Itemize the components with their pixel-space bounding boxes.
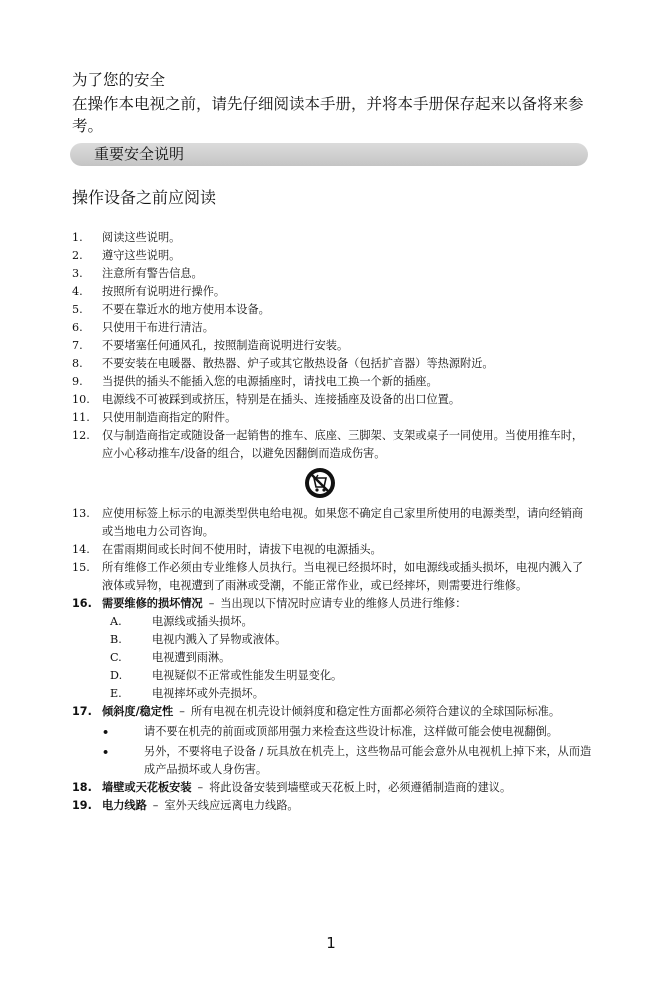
list-item — [72, 337, 594, 355]
sub-item-letter: A. — [110, 615, 122, 628]
item-number: 12. — [72, 429, 90, 442]
sub-item — [72, 667, 594, 685]
sub-item-letter: C. — [110, 651, 122, 664]
list-item — [72, 703, 594, 721]
list-item — [72, 283, 594, 301]
sub-item-text: 电视摔坏或外壳损坏。 — [152, 687, 264, 700]
sub-item — [72, 685, 594, 703]
list-item — [72, 301, 594, 319]
sub-item-text: 电源线或插头损坏。 — [152, 615, 253, 628]
sub-item-text: 电视内溅入了异物或液体。 — [152, 633, 287, 646]
item-text: 注意所有警告信息。 — [102, 267, 203, 280]
item-number: 2. — [72, 249, 83, 262]
item-number: 10. — [72, 393, 90, 406]
bullet-text: 另外，不要将电子设备 / 玩具放在机壳上，这些物品可能会意外从电视机上掉下来，从而造成产品损坏或人身伤害。 — [144, 745, 592, 776]
instruction-list — [72, 229, 594, 815]
item-dash: – — [197, 781, 204, 794]
list-item — [72, 797, 594, 815]
item-text: 只使用干布进行清洁。 — [102, 321, 214, 334]
item-heading: 墙壁或天花板安装 — [102, 781, 192, 794]
item-text: 电源线不可被踩到或挤压，特别是在插头、连接插座及设备的出口位置。 — [102, 393, 461, 406]
bullet-dot: • — [102, 745, 110, 759]
item-text: 阅读这些说明。 — [102, 231, 181, 244]
item-number: 7. — [72, 339, 83, 352]
bullet-item — [72, 743, 594, 779]
bullet-item — [72, 723, 594, 741]
item-number: 5. — [72, 303, 83, 316]
section-banner — [70, 143, 588, 166]
item-text: 不要堵塞任何通风孔，按照制造商说明进行安装。 — [102, 339, 349, 352]
sub-item-letter: E. — [110, 687, 122, 700]
item-number: 15. — [72, 561, 90, 574]
list-item — [72, 595, 594, 613]
list-item — [72, 391, 594, 409]
section-title: 操作设备之前应阅读 — [72, 188, 217, 207]
item-text: 仅与制造商指定或随设备一起销售的推车、底座、三脚架、支架或桌子一同使用。当使用推车时，应小心移动推车/设备的组合，以避免因翻倒而造成伤害。 — [102, 429, 584, 460]
item-text: 当提供的插头不能插入您的电源插座时，请找电工换一个新的插座。 — [102, 375, 438, 388]
bullet-text: 请不要在机壳的前面或顶部用强力来检查这些设计标准，这样做可能会使电视翻倒。 — [144, 725, 558, 738]
item-number: 8. — [72, 357, 83, 370]
item-number: 17. — [72, 705, 92, 718]
item-heading: 需要维修的损坏情况 — [102, 597, 203, 610]
item-number: 3. — [72, 267, 83, 280]
banner-label: 重要安全说明 — [94, 145, 185, 163]
item-text: 所有维修工作必须由专业维修人员执行。当电视已经损坏时，如电源线或插头损坏，电视内溅入了液体或异物，电视遭到了雨淋或受潮，不能正常作业，或已经摔坏，则需要进行维修。 — [102, 561, 584, 592]
item-text: 当出现以下情况时应请专业的维修人员进行维修： — [220, 597, 467, 610]
list-item — [72, 779, 594, 797]
list-item — [72, 541, 594, 559]
list-item — [72, 229, 594, 247]
sub-item-letter: B. — [110, 633, 122, 646]
item-number: 16. — [72, 597, 92, 610]
sub-item-text: 电视疑似不正常或性能发生明显变化。 — [152, 669, 343, 682]
item-number: 18. — [72, 781, 92, 794]
item-text: 不要安装在电暖器、散热器、炉子或其它散热设备（包括扩音器）等热源附近。 — [102, 357, 494, 370]
sub-item-text: 电视遭到雨淋。 — [152, 651, 231, 664]
item-text: 在雷雨期间或长时间不使用时，请拔下电视的电源插头。 — [102, 543, 382, 556]
item-text: 将此设备安装到墙壁或天花板上时，必须遵循制造商的建议。 — [209, 781, 512, 794]
item-number: 19. — [72, 799, 92, 812]
item-text: 按照所有说明进行操作。 — [102, 285, 226, 298]
item-number: 14. — [72, 543, 90, 556]
item-heading: 倾斜度/稳定性 — [102, 705, 174, 718]
item-dash: – — [208, 597, 215, 610]
item-text: 室外天线应远离电力线路。 — [164, 799, 299, 812]
list-item — [72, 373, 594, 391]
list-item — [72, 265, 594, 283]
item-number: 13. — [72, 507, 90, 520]
list-item — [72, 355, 594, 373]
no-cart-tipover-icon — [46, 463, 594, 505]
sub-item — [72, 613, 594, 631]
list-item — [72, 247, 594, 265]
item-text: 所有电视在机壳设计倾斜度和稳定性方面都必须符合建议的全球国际标准。 — [190, 705, 561, 718]
list-item — [72, 427, 594, 463]
item-text: 不要在靠近水的地方使用本设备。 — [102, 303, 270, 316]
sub-item — [72, 649, 594, 667]
item-text: 应使用标签上标示的电源类型供电给电视。如果您不确定自己家里所使用的电源类型，请向经销商或当地电力公司咨询。 — [102, 507, 584, 538]
list-item — [72, 319, 594, 337]
list-item — [72, 409, 594, 427]
item-number: 1. — [72, 231, 83, 244]
item-dash: – — [152, 799, 159, 812]
item-heading: 电力线路 — [102, 799, 147, 812]
item-number: 11. — [72, 411, 90, 424]
item-number: 4. — [72, 285, 83, 298]
item-text: 遵守这些说明。 — [102, 249, 181, 262]
bullet-dot: • — [102, 725, 110, 739]
page-number: 1 — [326, 934, 336, 952]
sub-item-letter: D. — [110, 669, 123, 682]
item-number: 9. — [72, 375, 83, 388]
sub-item — [72, 631, 594, 649]
item-text: 只使用制造商指定的附件。 — [102, 411, 237, 424]
list-item — [72, 505, 594, 541]
list-item — [72, 559, 594, 595]
safety-intro: 在操作本电视之前，请先仔细阅读本手册，并将本手册保存起来以备将来参考。 — [72, 95, 584, 135]
item-number: 6. — [72, 321, 83, 334]
item-dash: – — [179, 705, 185, 718]
safety-title: 为了您的安全 — [72, 71, 166, 89]
